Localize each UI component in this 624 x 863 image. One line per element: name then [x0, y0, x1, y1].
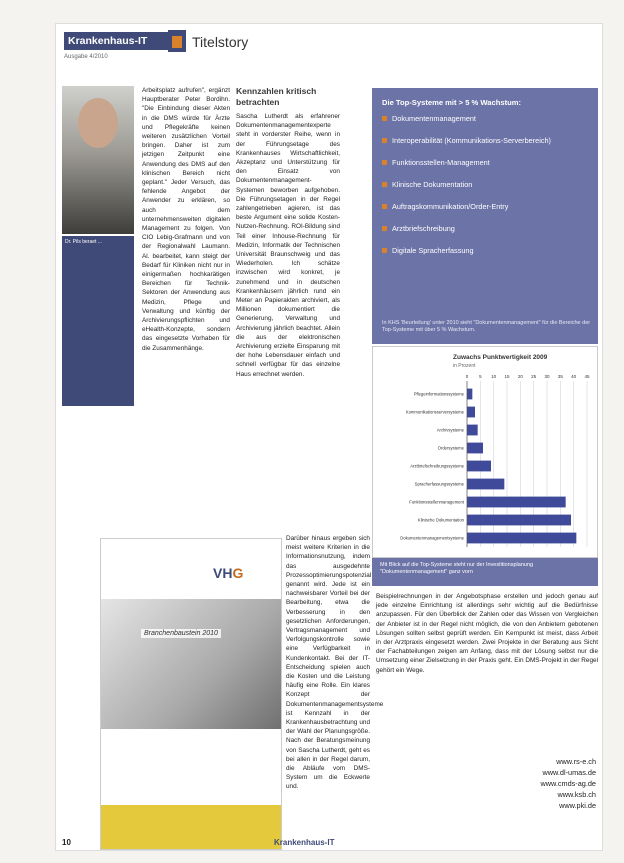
- chart-category-label: Kommunikationsserversysteme: [405, 409, 464, 415]
- url-link[interactable]: www.dl-umas.de: [542, 768, 596, 777]
- page-number: 10: [62, 838, 71, 847]
- top-system-item: Interoperabilität (Kommunikations-Serverbereich): [382, 136, 588, 145]
- section-title: Titelstory: [192, 34, 249, 50]
- chart-bar: [467, 497, 566, 508]
- url-link[interactable]: www.pki.de: [559, 801, 596, 810]
- chart-category-label: Ordersysteme: [437, 445, 464, 451]
- url-link[interactable]: www.cmds-ag.de: [540, 779, 596, 788]
- portrait-face: [78, 98, 118, 148]
- top-systems-list: [382, 114, 588, 268]
- chart-category-label: Funktionsstellenmanagement: [409, 499, 464, 505]
- top-system-item: Klinische Dokumentation: [382, 180, 588, 189]
- top-system-item: Dokumentenmanagement: [382, 114, 588, 123]
- chart-title: Zuwachs Punktwertigkeit 2009: [453, 354, 548, 361]
- top-systems-title: Die Top-Systeme mit > 5 % Wachstum:: [382, 98, 522, 107]
- footer-title: Krankenhaus-IT: [274, 838, 335, 847]
- chart-category-label: Arztbriefschreibungssysteme: [410, 463, 464, 469]
- chart-tick-label: 30: [544, 374, 550, 379]
- ad-tagline: Branchenbaustein 2010: [141, 629, 221, 638]
- magazine-logo: Krankenhaus-IT: [64, 32, 174, 50]
- top-system-item: Arztbriefschreibung: [382, 224, 588, 233]
- issue-label: Ausgabe 4/2010: [64, 54, 108, 60]
- chart-caption: Mit Blick auf die Top-Systeme steht nur der Investitionsplanung "Dokumentenmanagement" ganz vorn: [372, 558, 598, 586]
- chart-subtitle: in Prozent: [453, 363, 476, 369]
- column-2b-text: Darüber hinaus ergeben sich meist weitere Kriterien in die Informationsnutzung, indem das ausgedehnte Prozessoptimierungspotenzial genannt wird. Jede ist ein nachweisbarer Vorteil bei der Bearbeitung, etwa die Verbesserung in den gesetzlichen Anforderungen, Vertragsmanagement und Verfolgungskontrolle sowie eine Verfügbarkeit in Kundenkontakt. Bei der IT-Entscheidung spielen auch die Kosten und die Leistung häufig eine Rolle. Ein klares Konzept der Dokumentenmanagementsysteme ist Kennzahl in der Krankenhausbetrachtung und der Wahl der Planungsgröße. Nach der Beratungsmeinung von Sascha Lutherdt, geht es bei allen in der Regel darum, die Abläufe vom DMS-System um die Eckwerte und.: [286, 535, 384, 791]
- advertisement: [100, 538, 282, 850]
- growth-chart-box: [372, 346, 598, 558]
- chart-bar: [467, 407, 475, 418]
- top-systems-note: In KHS 'Beurteilung' unter 2010 sieht "Dokumentenmanagement" für die Bereiche der Top-Systeme mit über 5 % Wachstum.: [382, 320, 591, 333]
- chart-bar: [467, 533, 576, 544]
- top-systems-box: [372, 88, 598, 344]
- chart-bar: [467, 479, 504, 490]
- magazine-page: [56, 24, 602, 850]
- chart-bar: [467, 389, 472, 400]
- chart-category-label: Spracherfassungssysteme: [414, 481, 464, 487]
- chart-tick-label: 10: [491, 374, 497, 379]
- chart-tick-label: 0: [465, 374, 469, 379]
- chart-tick-label: 35: [557, 374, 563, 379]
- chart-bar: [467, 515, 571, 526]
- top-system-item: Digitale Spracherfassung: [382, 246, 588, 255]
- url-list: [498, 756, 596, 811]
- url-link[interactable]: www.rs-e.ch: [556, 757, 596, 766]
- photo-caption: Dr. Pils beraet ...: [62, 236, 134, 406]
- chart-category-label: Archivsysteme: [436, 427, 464, 433]
- chart-bar: [467, 443, 483, 454]
- top-system-item: Funktionsstellen-Management: [382, 158, 588, 167]
- chart-tick-label: 20: [517, 374, 523, 379]
- house-icon: [168, 30, 186, 52]
- chart-tick-label: 5: [479, 374, 482, 379]
- chart-tick-label: 45: [584, 374, 590, 379]
- column-2-text: Sascha Lutherdt als erfahrener Dokumentenmanagementexperte steht in vorderster Reihe, wenn in der Führungsetage des Krankenhauses Wirtschaftlichkeit, Akzeptanz und Unterstützung für den Einsatz von Dokumentenmanagement-Systemen beworben aufgehoben. Die Führungsetagen in der Regel zahlengetrieben agieren, ist das beste Argument eine solide Kosten-Nutzen-Rechnung. ROI-Bildung sind Teil einer Inhouse-Rechnung für Medizin, Informatik der Technischen Universität Braunschweig und das Wiederholen. Ich schätze inzwischen wird konkret, je zunehmend und in deutschen Krankenhäusern jährlich rund ein Meter an Papierakten archiviert, als Millionen dokumentiert die Generierung, Verwaltung und Archivierung jährlich beachtet. Allein die aus der elektronischen Archivierung erzielte Einsparung mit der hohe Lebensdauer einfach und schnell verfügbar für das einzelne Haus errechnet werden.: [236, 113, 340, 378]
- chart-tick-label: 40: [571, 374, 577, 379]
- url-link[interactable]: www.ksb.ch: [557, 790, 596, 799]
- column-1-text: Arbeitsplatz aufrufen", ergänzt Hauptberater Peter Bordihn. "Die Einbindung dieser Akten in die DMS würde für Ärzte und Pflegekräfte keinen weiteren zusätzlichen Vorteil bringen. Daher ist zum jetzigen Zeitpunkt eine Anwendung des DMS auf den klinischen Bereich nicht geplant." Jeder Versuch, das fehlende Angebot der Anwender zu erklären, so auch dem unternehmensweiten digitalen Management zu folgen. Von CIO Lebig-Grafmann und von der Regionalwahl Laumann. Al. bearbeitet, kann steigt der Bedarf für Kliniken nicht nur in einigermaßen hochkarätigen Bereichen für Technik-Sektoren der Anwendung aus Medizin, Pflege und Verwaltung und künftig der Archivierungspflichten und eHealth-Konzepte, sondern das eingesetzte Vorhaben für die Zusammenhänge.: [142, 87, 230, 352]
- chart-tick-label: 25: [531, 374, 537, 379]
- chart-category-label: Pflegeinformationssysteme: [413, 391, 464, 397]
- chart-category-label: Dokumentenmanagementsysteme: [400, 535, 464, 541]
- ad-logo: VHG: [213, 565, 244, 581]
- page-footer: [56, 830, 602, 850]
- column-2-heading: Kennzahlen kritisch betrachten: [236, 86, 317, 107]
- chart-category-label: Klinische Dokumentation: [417, 517, 464, 523]
- column-3-text: Beispielrechnungen in der Angebotsphase erstellen und jedoch genau auf jede einzelne Einrichtung ist allerdings sehr wichtig auf die Bedürfnisse anzupassen. Für den Überblick der Zahlen oder das Wissen von Vergleichen der Anbieter ist in der Regel nicht möglich, die von den Anbietern gebotenen Lösungen sollten selbst geprüft werden. Ein Kernpunkt ist meist, dass Arbeit in der Arztpraxis eingesetzt werden. Zwei Projekte in der Beratung aus Sicht der Fachabteilungen zeigen am Anfang, dass mit der Lösung selbst nur die Umsetzung einer Zielsetzung in der Praxis geht. Ein DMS-Projekt in der Regel gehört ein Wege.: [376, 593, 598, 674]
- top-system-item: Auftragskommunikation/Order-Entry: [382, 202, 588, 211]
- ad-image: [101, 599, 281, 729]
- chart-bar: [467, 461, 491, 472]
- growth-chart: [373, 347, 597, 557]
- chart-bar: [467, 425, 478, 436]
- chart-tick-label: 15: [504, 374, 510, 379]
